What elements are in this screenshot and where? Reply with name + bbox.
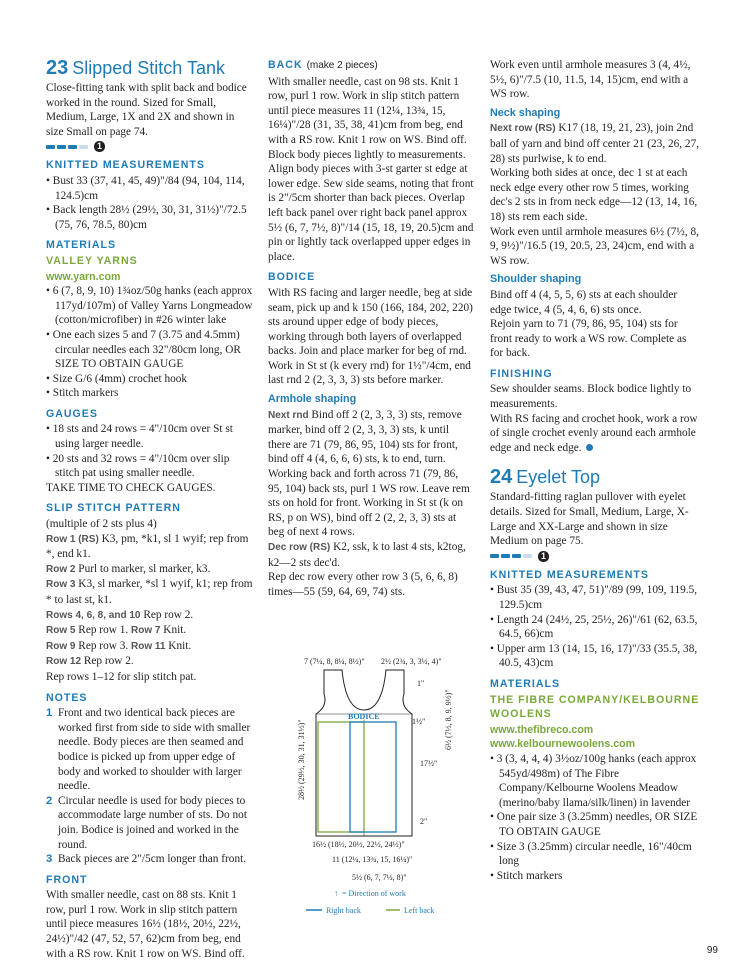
legend-direction: = Direction of work [342,889,406,898]
column-1 [46,58,254,961]
neck-text-3: Work even until armhole measures 6½ (7½, 8, 9, 9½)"/16.5 (19, 20.5, 23, 24)cm, end with a WS row. [490,225,699,267]
list-item: • Stitch markers [490,869,563,882]
finishing-text-2: With RS facing and crochet hook, work a row of single crochet evenly around each armhole edge and neck edge. [490,412,698,454]
diagram-dim-armhole: 6½ (7½, 8, 9, 9½)" [444,689,453,750]
skill-level-badge: 1 [94,141,105,152]
note-item: 1 Front and two identical back pieces are worked first from side to side with smaller needle. Body pieces are then seamed and bodice is picked up from upper edge of body and worked to shoulder with larger needle. [46,707,251,793]
pattern-number: 23 [46,57,69,79]
front-text: With smaller needle, cast on 88 sts. Knit 1 row, purl 1 row. Work in slip stitch pattern until piece measures 16½ (18½, 20½, 22½, 24½)"/42 (47, 52, 57, 62)cm from beg, end with a RS row. Knit 1 row on WS. Bind off. [46,889,245,960]
brand-url[interactable]: www.thefibreco.com [490,723,594,736]
direction-arrow-icon: ↑ [334,888,339,898]
list-item: • Size 3 (3.25mm) circular needle, 16"/40cm long [490,840,692,868]
pattern-row: Row 3 K3, sl marker, *sl 1 wyif, k1; rep from * to last st, k1. [46,578,253,606]
yarn-brand: VALLEY YARNS [46,254,138,267]
list-item: • Size G/6 (4mm) crochet hook [46,372,188,385]
work-even-text: Work even until armhole measures 3 (4, 4½, 5½, 6)"/7.5 (10, 11.5, 14, 15)cm, end with a WS row. [490,59,691,101]
section-heading: GAUGES [46,407,98,420]
note-item: 2 Circular needle is used for body pieces to accommodate large number of sts. Do not join. Bodice is joined and worked in the round. [46,794,247,851]
skill-level-indicator [46,141,254,152]
brand-url[interactable]: www.yarn.com [46,270,121,283]
legend-left-back: Left back [404,906,435,915]
skill-segment [46,145,55,149]
finishing-text: Sew shoulder seams. Block bodice lightly to measurements. [490,383,692,411]
diagram-dim-2: 2" [420,817,428,826]
pattern-row: Row 5 Rep row 1. Row 7 Knit. [46,624,187,637]
diagram-dim-bottom-1: 16½ (18½, 20½, 22½, 24½)" [312,840,405,849]
dec-row-text: Dec row (RS) K2, ssk, k to last 4 sts, k2tog, k2—2 sts dec'd. [268,541,466,569]
section-heading: SLIP STITCH PATTERN [46,502,181,515]
end-mark-icon [586,444,593,451]
subsection-heading: Neck shaping [490,106,561,119]
back-text: With smaller needle, cast on 98 sts. Knit 1 row, purl 1 row. Work in slip stitch pattern until piece measures 11 (12¼, 13¾, 15, 16¼)"/28 (31, 35, 38, 41)cm from beg, end with a RS row. Knit 1 row on WS. Bind off. Block body pieces lightly to measurements. Align body pieces with 3-st garter st edge at lower edge. Sew side seams, noting that front is 2"/5cm shorter than back pieces. Overlap left back panel over right back panel approx 5½ (6, 7, 7½, 8)"/14 (15, 18, 19, 20.5)cm and pin or lightly tack overlapped upper edges in place. [268,75,474,263]
page-number: 99 [706,945,718,956]
skill-segment [523,554,532,558]
pattern-row: Row 2 Purl to marker, sl marker, k3. [46,562,211,575]
skill-segment [490,554,499,558]
diagram-dim-top-left: 7 (7¼, 8, 8¼, 8½)" [304,657,365,666]
diagram-dim-top-right: 2½ (2¾, 3, 3½, 4)" [381,657,442,666]
tank-intro: Close-fitting tank with split back and bodice worked in the round. Sized for Small, Medium, Large, 1X and 2X and shown in size Small on page 74. [46,82,247,138]
list-item: • Bust 33 (37, 41, 45, 49)"/84 (94, 104, 114, 124.5)cm [46,174,245,202]
skill-level-indicator [490,551,700,562]
pattern-24-title [490,467,700,487]
bodice-schematic [286,650,476,922]
list-item: • One pair size 3 (3.25mm) needles, OR SIZE TO OBTAIN GAUGE [490,811,698,838]
section-heading: KNITTED MEASUREMENTS [490,568,649,581]
legend-right-back: Right back [326,906,361,915]
skill-segment [79,145,88,149]
gauge-check: TAKE TIME TO CHECK GAUGES. [46,481,216,494]
armhole-text: Next rnd Bind off 2 (2, 3, 3, 3) sts, remove marker, bind off 2 (2, 3, 3, 3) sts, k until there are 71 (79, 86, 95, 104) sts for front, bind off 4 (4, 6, 6, 6) sts, k to end, turn. Working back and forth across 71 (79, 86, 95, 104) back sts, purl 1 WS row. Leave rem sts on hold for front. Working in St st (k on RS, p on WS), bind off 2 (2, 2, 3, 3) sts at beg of next 4 rows. [268,408,470,539]
neck-text-2: Working both sides at once, dec 1 st at each neck edge every other row 5 times, working dec's 2 sts in from neck edge—12 (13, 14, 16, 18) sts rem each side. [490,167,698,223]
diagram-dim-length: 28½ (29½, 30, 31, 31½)" [297,719,306,800]
list-item: • Upper arm 13 (14, 15, 16, 17)"/33 (35.5, 38, 40.5, 43)cm [490,642,698,670]
skill-segment [57,145,66,149]
pattern-row: Row 1 (RS) K3, pm, *k1, sl 1 wyif; rep from *, end k1. [46,532,249,561]
section-heading: BODICE [268,271,316,284]
list-item: • One each sizes 5 and 7 (3.75 and 4.5mm) circular needles each 32"/80cm long, OR SIZE TO OBTAIN GAUGE [46,328,241,371]
slip-multiple: (multiple of 2 sts plus 4) [46,518,157,531]
diagram-dim-bottom-2: 11 (12¼, 13¾, 15, 16¼)" [332,855,413,864]
pattern-row: Row 12 Rep row 2. [46,655,134,668]
shoulder-text: Bind off 4 (4, 5, 5, 6) sts at each shoulder edge twice, 4 (5, 4, 6, 6) sts once. [490,288,678,316]
subsection-heading: Shoulder shaping [490,273,582,286]
pattern-number: 24 [490,466,513,489]
skill-segment [68,145,77,149]
list-item: • Bust 35 (39, 43, 47, 51)"/89 (99, 109, 119.5, 129.5)cm [490,584,698,611]
eyelet-intro: Standard-fitting raglan pullover with eyelet details. Sized for Small, Medium, Large, X-Large and XX-Large and shown in size Medium on page 75. [490,491,689,548]
list-item: • 3 (3, 4, 4, 4) 3½oz/100g hanks (each approx 545yd/498m) of The Fibre Company/Kelbourne Woolens Meadow (merino/baby llama/silk/linen) in lavender [490,752,697,809]
brand-url[interactable]: www.kelbournewoolens.com [490,738,636,751]
bodice-text: With RS facing and larger needle, beg at side seam, pick up and k 150 (166, 184, 202, 220) sts around upper edge of body pieces, working through both layers of overlapped backs. Join and place marker for beg of rnd. Work in St st (k every rnd) for 1½"/4cm, end last rnd 2 (2, 3, 3, 3) sts before marker. [268,286,473,387]
note-item: 3 Back pieces are 2"/5cm longer than front. [46,853,247,866]
diagram-dim-17half: 17½" [420,759,438,768]
neck-text: Next row (RS) K17 (18, 19, 21, 23), join 2nd ball of yarn and bind off center 21 (23, 26, 27, 28) sts purlwise, k to end. [490,122,700,165]
yarn-brand: THE FIBRE COMPANY/KELBOURNE WOOLENS [490,693,700,721]
column-2 [268,58,474,599]
pattern-23-title [46,58,254,78]
list-item: • 20 sts and 32 rows = 4"/10cm over slip stitch pat using smaller needle. [46,452,230,480]
skill-segment [501,554,510,558]
diagram-bodice-label: BODICE [348,712,380,721]
list-item: • Stitch markers [46,387,119,400]
back-heading: BACK (make 2 pieces) [268,59,378,71]
skill-segment [512,554,521,558]
shoulder-text-2: Rejoin yarn to 71 (79, 86, 95, 104) sts for front ready to work a WS row. Complete as for back. [490,318,687,360]
section-heading: KNITTED MEASUREMENTS [46,159,205,172]
list-item: • Length 24 (24½, 25, 25½, 26)"/61 (62, 63.5, 64.5, 66)cm [490,613,698,641]
pattern-title: Eyelet Top [516,467,600,488]
pattern-row: Row 9 Rep row 3. Row 11 Knit. [46,639,192,652]
pattern-row: Rows 4, 6, 8, and 10 Rep row 2. [46,608,194,621]
section-heading: FRONT [46,873,88,886]
diagram-dim-1half: 1½" [412,717,426,726]
list-item: • 18 sts and 24 rows = 4"/10cm over St st using larger needle. [46,423,233,451]
column-3 [490,58,700,883]
diagram-dim-1: 1" [417,679,425,688]
list-item: • Back length 28½ (29½, 30, 31, 31½)"/72.5 (75, 76, 78.5, 80)cm [46,204,247,231]
list-item: • 6 (7, 8, 9, 10) 1¾oz/50g hanks (each approx 117yd/107m) of Valley Yarns Longmeadow (cotton/microfiber) in #26 winter lake [46,285,253,327]
section-heading: MATERIALS [490,677,561,690]
section-heading: FINISHING [490,367,553,380]
skill-level-badge: 1 [538,551,549,562]
subsection-heading: Armhole shaping [268,393,357,406]
section-heading: NOTES [46,691,88,704]
section-heading: MATERIALS [46,239,117,252]
slip-repeat: Rep rows 1–12 for slip stitch pat. [46,670,197,683]
dec-repeat-text: Rep dec row every other row 3 (5, 6, 6, 8) times—55 (59, 64, 69, 74) sts. [268,571,458,598]
diagram-dim-bottom-3: 5½ (6, 7, 7½, 8)" [352,873,407,882]
right-back-outline [350,722,396,832]
left-back-outline [318,722,364,832]
pattern-title: Slipped Stitch Tank [72,58,226,78]
